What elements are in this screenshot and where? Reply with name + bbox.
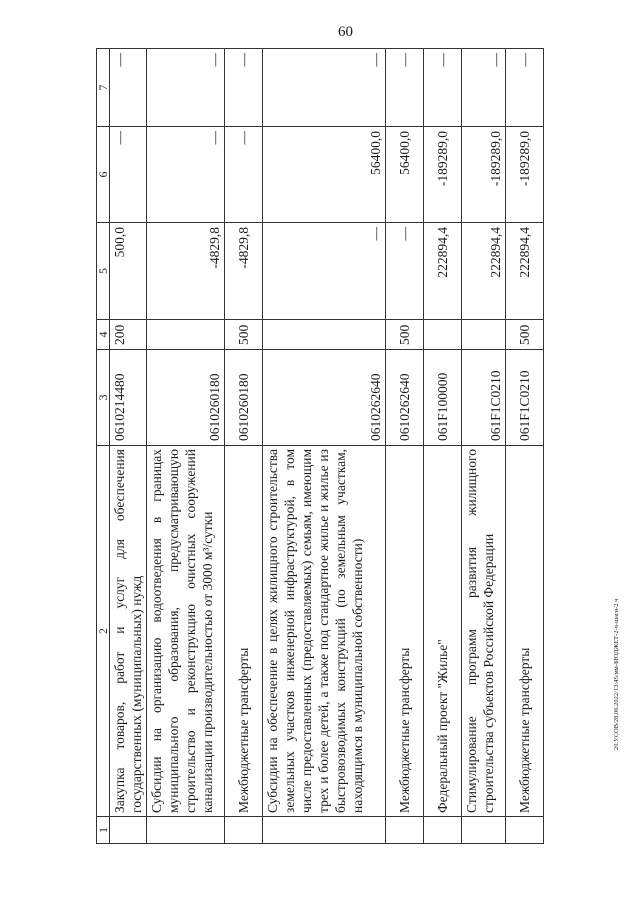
row-code: 061F1C0210 <box>462 350 506 446</box>
row-vr: 500 <box>225 320 263 350</box>
header-cell: 4 <box>97 320 110 350</box>
row-code: 0610262640 <box>263 350 386 446</box>
row-c6: 56400,0 <box>263 127 386 223</box>
row-code: 0610214480 <box>110 350 147 446</box>
row-c6: — <box>110 127 147 223</box>
table-row <box>147 49 225 844</box>
table-row <box>506 49 544 844</box>
row-c6: 56400,0 <box>386 127 424 223</box>
row-c7: — <box>506 49 544 127</box>
row-name: Субсидии на обеспечение в целях жилищного строительства земельных участков инженерной инфраструктурой, в том числе предоставленных (предоставляемых) семьям, имеющим трех и более детей, а также под стандартное жилье и жилье из быстровозводимых конструкций (по земельным участкам, находящимся в муниципальной собственности) <box>263 446 386 817</box>
row-name: Закупка товаров, работ и услуг для обеспечения государственных (муниципальных) нужд <box>110 446 147 817</box>
row-vr <box>424 320 462 350</box>
header-cell: 5 <box>97 223 110 320</box>
header-cell: 6 <box>97 127 110 223</box>
header-cell: 7 <box>97 49 110 127</box>
row-name: Межбюджетные трансферты <box>386 446 424 817</box>
row-c6: — <box>225 127 263 223</box>
row-c5: 222894,4 <box>424 223 462 320</box>
row-vr: 500 <box>386 320 424 350</box>
row-c7: — <box>263 49 386 127</box>
footer-stamp: 20.УСОВ/28.06.2022/13:45/мм-БЮДЖЕТ-2-ч-шаги-2 ч <box>613 598 620 750</box>
budget-table <box>96 49 586 844</box>
row-c7: — <box>424 49 462 127</box>
page-number: 60 <box>338 24 353 40</box>
row-c6: -189289,0 <box>462 127 506 223</box>
row-name: Федеральный проект "Жилье" <box>424 446 462 817</box>
row-c7: — <box>225 49 263 127</box>
row-vr <box>462 320 506 350</box>
row-c6: -189289,0 <box>424 127 462 223</box>
table-header-row <box>97 49 110 844</box>
empty-cell <box>263 817 386 844</box>
row-c7: — <box>110 49 147 127</box>
row-code: 061F1C0210 <box>506 350 544 446</box>
row-c7: — <box>386 49 424 127</box>
row-c7: — <box>147 49 225 127</box>
row-name: Межбюджетные трансферты <box>506 446 544 817</box>
table-row <box>424 49 462 844</box>
table-row <box>386 49 424 844</box>
row-c6: — <box>147 127 225 223</box>
empty-cell <box>506 817 544 844</box>
empty-cell <box>110 817 147 844</box>
row-vr <box>263 320 386 350</box>
row-c5: — <box>263 223 386 320</box>
row-name: Межбюджетные трансферты <box>225 446 263 817</box>
table-row <box>110 49 147 844</box>
header-cell: 3 <box>97 350 110 446</box>
header-cell: 2 <box>97 446 110 817</box>
header-cell: 1 <box>97 817 110 844</box>
row-c6: -189289,0 <box>506 127 544 223</box>
row-name: Субсидии на организацию водоотведения в границах муниципального образования, предусматривающую строительство и реконструкцию очистных сооружений канализации производительностью от 3000 м³/сутки <box>147 446 225 817</box>
empty-cell <box>424 817 462 844</box>
row-c5: -4829,8 <box>225 223 263 320</box>
row-code: 0610260180 <box>225 350 263 446</box>
row-name: Стимулирование программ развития жилищного строительства субъектов Российской Федерации <box>462 446 506 817</box>
empty-cell <box>386 817 424 844</box>
empty-cell <box>147 817 225 844</box>
empty-cell <box>225 817 263 844</box>
table-row <box>263 49 386 844</box>
row-c5: 222894,4 <box>462 223 506 320</box>
row-code: 061F100000 <box>424 350 462 446</box>
row-vr: 500 <box>506 320 544 350</box>
table-row <box>225 49 263 844</box>
row-vr <box>147 320 225 350</box>
row-vr: 200 <box>110 320 147 350</box>
row-code: 0610262640 <box>386 350 424 446</box>
row-code: 0610260180 <box>147 350 225 446</box>
row-c5: 500,0 <box>110 223 147 320</box>
row-c5: -4829,8 <box>147 223 225 320</box>
row-c5: 222894,4 <box>506 223 544 320</box>
empty-cell <box>462 817 506 844</box>
table-row <box>462 49 506 844</box>
row-c5: — <box>386 223 424 320</box>
row-c7: — <box>462 49 506 127</box>
